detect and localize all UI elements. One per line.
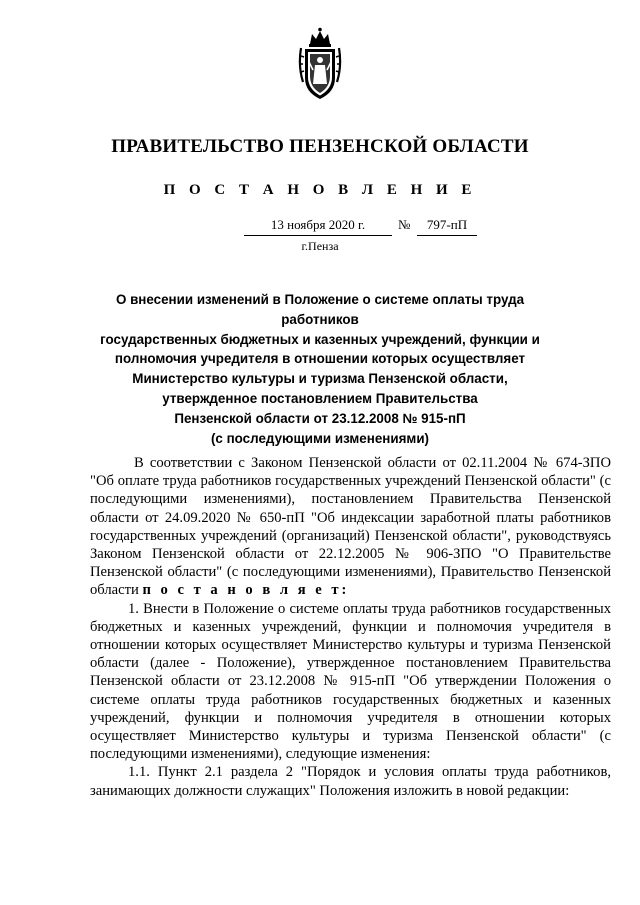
- clause-1-1: 1.1. Пункт 2.1 раздела 2 "Порядок и условия оплаты труда работников, занимающих должности служащих" Положения изложить в новой редакции:: [90, 764, 611, 799]
- date-number-line: [0, 217, 640, 237]
- document-body: [90, 454, 611, 800]
- subject-line: О внесении изменений в Положение о системе оплаты труда работников: [115, 292, 525, 327]
- clause-1: 1. Внести в Положение о системе оплаты труда работников государственных бюджетных и казенных учреждений, функции и полномочия учредителя в отношении которых осуществляет Министерство культуры и туризма Пензенской области (далее - Положение), утвержденное постановлением Правительства Пензенской области от 23.12.2008 № 915-пП "Об утверждении Положения о системе оплаты труда работников государственных бюджетных и казенных учреждений, функции и полномочия учредителя в отношении которых осуществляет Министерство культуры и туризма Пензенской области" (с последующими изменениями), следующие изменения:: [90, 600, 611, 763]
- document-number: 797-пП: [417, 217, 477, 236]
- subject-line: Министерство культуры и туризма Пензенской области,: [132, 371, 508, 387]
- resolves-word: п о с т а н о в л я е т:: [142, 582, 350, 599]
- government-title: ПРАВИТЕЛЬСТВО ПЕНЗЕНСКОЙ ОБЛАСТИ: [111, 136, 529, 157]
- subject-line: Пензенской области от 23.12.2008 № 915-пП: [174, 410, 466, 426]
- number-sign: №: [398, 217, 411, 232]
- preamble-text: В соответствии с Законом Пензенской области от 02.11.2004 № 674-ЗПО "Об оплате труда работников государственных учреждений Пензенской области" (с последующими изменениями), постановлением Правительства Пензенской области от 24.09.2020 № 650-пП "Об индексации заработной платы работников государственных учреждений (организаций) Пензенской области", руководствуясь Законом Пензенской области от 22.12.2005 № 906-ЗПО "О Правительстве Пензенской области" (с последующими изменениями), Правительство Пензенской области: [90, 455, 611, 599]
- subject-line: полномочия учредителя в отношении которых осуществляет: [114, 351, 526, 367]
- document-date: 13 ноября 2020 г.: [244, 217, 392, 236]
- coat-of-arms-icon: [297, 26, 343, 102]
- subject-line: (с последующими изменениями): [210, 430, 430, 446]
- subject-line: утвержденное постановлением Правительства: [162, 390, 478, 406]
- preamble-paragraph: [90, 454, 611, 600]
- document-type: П О С Т А Н О В Л Е Н И Е: [163, 182, 477, 198]
- subject-line: государственных бюджетных и казенных учреждений, функции и: [100, 331, 540, 347]
- document-subject: [80, 290, 560, 448]
- city: г.Пенза: [301, 239, 339, 253]
